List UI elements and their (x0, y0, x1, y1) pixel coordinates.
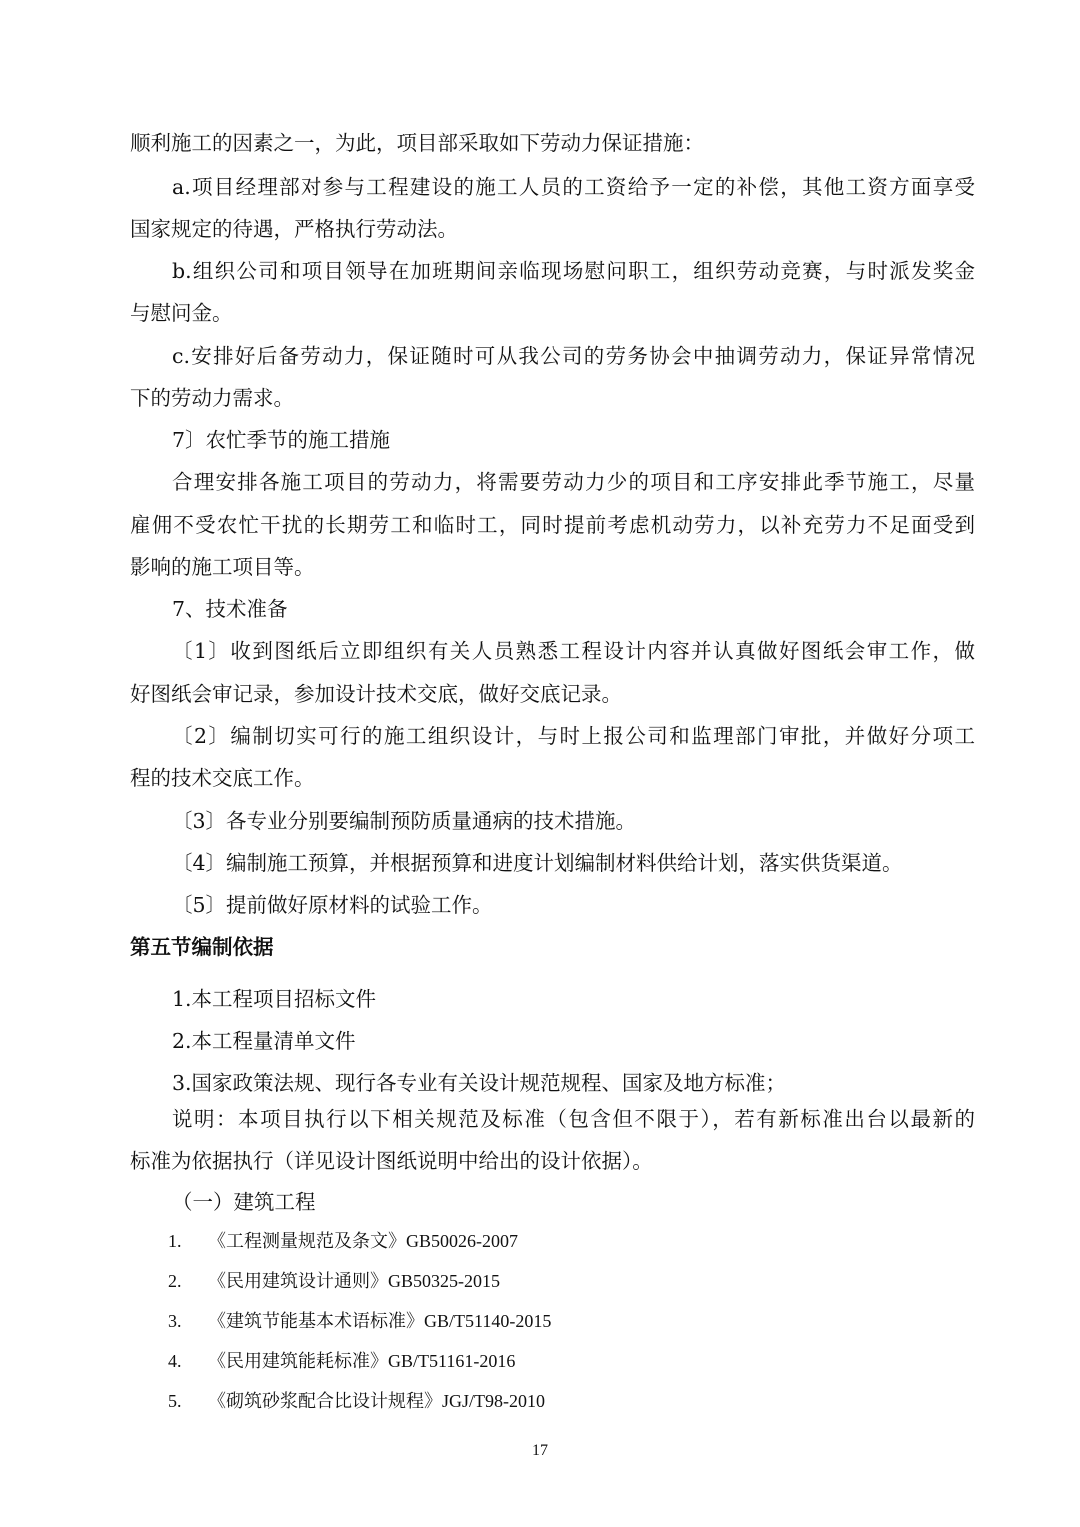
standard-number: 4. (168, 1351, 182, 1371)
standard-number: 5. (168, 1391, 182, 1411)
section-subheading: （一）建筑工程 (172, 1190, 316, 1214)
standard-title: 《建筑节能基本术语标准》GB/T51140-2015 (208, 1311, 552, 1331)
paragraph-line: 合理安排各施工项目的劳动力，将需要劳动力少的项目和工序安排此季节施工，尽量 (172, 470, 975, 494)
paragraph-line: 下的劳动力需求。 (130, 386, 294, 410)
paragraph-line: 雇佣不受农忙干扰的长期劳工和临时工，同时提前考虑机动劳力，以补充劳力不足面受到 (130, 513, 975, 537)
paragraph-line: 〔1〕收到图纸后立即组织有关人员熟悉工程设计内容并认真做好图纸会审工作，做 (172, 639, 975, 663)
paragraph-line: a.项目经理部对参与工程建设的施工人员的工资给予一定的补偿，其他工资方面享受 (172, 175, 975, 199)
list-item: 3.国家政策法规、现行各专业有关设计规范规程、国家及地方标准； (172, 1071, 787, 1095)
section-subheading: 7〕农忙季节的施工措施 (172, 428, 391, 452)
standard-number: 2. (168, 1271, 182, 1291)
paragraph-line: 〔4〕编制施工预算，并根据预算和进度计划编制材料供给计划，落实供货渠道。 (172, 851, 903, 875)
section-subheading: 7、技术准备 (172, 597, 288, 621)
paragraph-line: 影响的施工项目等。 (130, 555, 315, 579)
page-number: 17 (532, 1442, 548, 1459)
paragraph-line: 国家规定的待遇，严格执行劳动法。 (130, 217, 458, 241)
paragraph-line: 好图纸会审记录，参加设计技术交底，做好交底记录。 (130, 682, 622, 706)
list-item: 2.本工程量清单文件 (172, 1029, 356, 1053)
list-item: 1.本工程项目招标文件 (172, 987, 377, 1011)
paragraph-line: 标准为依据执行（详见设计图纸说明中给出的设计依据）。 (130, 1149, 653, 1173)
paragraph-line: 顺利施工的因素之一，为此，项目部采取如下劳动力保证措施： (130, 131, 704, 155)
standard-number: 3. (168, 1311, 182, 1331)
paragraph-line: c.安排好后备劳动力，保证随时可从我公司的劳务协会中抽调劳动力，保证异常情况 (172, 344, 975, 368)
section-heading: 第五节编制依据 (130, 935, 274, 959)
standard-title: 《民用建筑设计通则》GB50325-2015 (208, 1271, 500, 1291)
paragraph-line: b.组织公司和项目领导在加班期间亲临现场慰问职工，组织劳动竞赛，与时派发奖金 (172, 259, 975, 283)
paragraph-line: 与慰问金。 (130, 301, 233, 325)
paragraph-line: 程的技术交底工作。 (130, 766, 315, 790)
paragraph-line: 说明：本项目执行以下相关规范及标准（包含但不限于），若有新标准出台以最新的 (172, 1107, 975, 1131)
paragraph-line: 〔2〕编制切实可行的施工组织设计，与时上报公司和监理部门审批，并做好分项工 (172, 724, 975, 748)
standard-title: 《砌筑砂浆配合比设计规程》JGJ/T98-2010 (208, 1391, 545, 1411)
standard-title: 《工程测量规范及条文》GB50026-2007 (208, 1231, 518, 1251)
standard-title: 《民用建筑能耗标准》GB/T51161-2016 (208, 1351, 516, 1371)
paragraph-line: 〔3〕各专业分别要编制预防质量通病的技术措施。 (172, 809, 637, 833)
paragraph-line: 〔5〕提前做好原材料的试验工作。 (172, 893, 493, 917)
standard-number: 1. (168, 1231, 182, 1251)
